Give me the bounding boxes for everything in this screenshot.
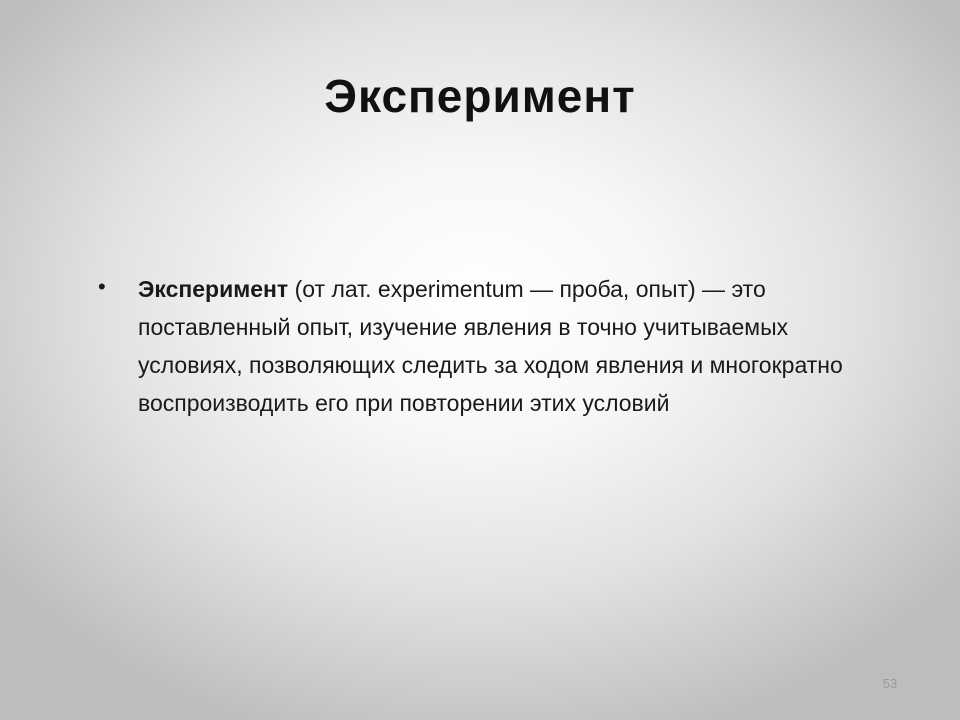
definition-text: (от лат. experimentum — проба, опыт) — это поставленный опыт, изучение явления в точно учитываемых условиях, позволяющих следить за ходом явления и многократно воспроизводить его при повторении этих условий	[138, 276, 843, 416]
slide-title: Эксперимент	[324, 70, 636, 122]
bullet-list	[98, 270, 888, 422]
bullet-item	[98, 270, 888, 422]
term: Эксперимент	[138, 276, 289, 302]
bullet-dot-icon: •	[98, 274, 106, 299]
slide-number: 53	[882, 676, 898, 691]
